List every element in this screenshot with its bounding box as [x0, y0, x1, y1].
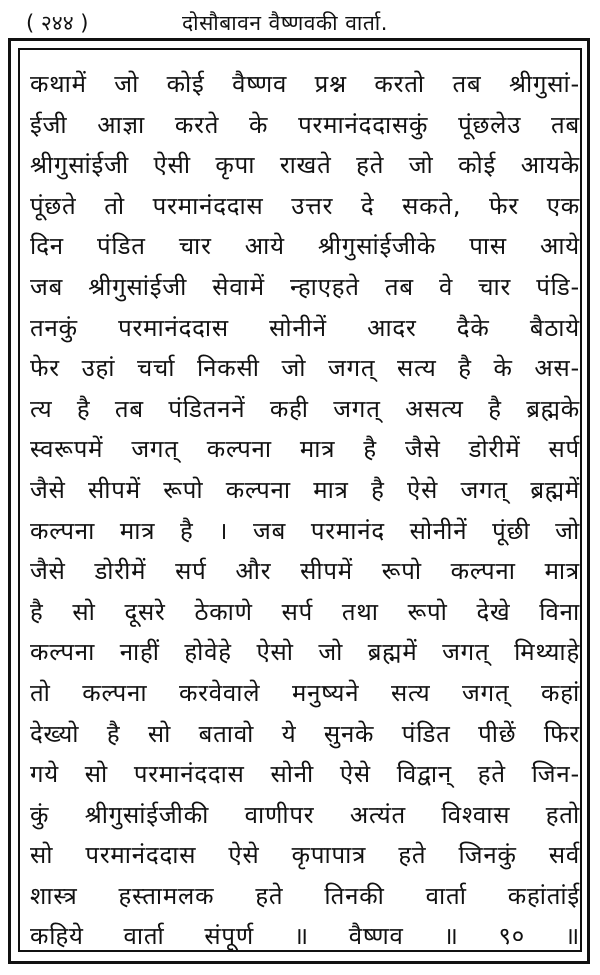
page-header	[14, 8, 586, 38]
text-line: स्वरूपमें जगत् कल्पना मात्र है जैसे डोरीमें सर्प	[30, 435, 580, 464]
running-title: दोसौबावन वैष्णवकी वार्ता.	[182, 11, 388, 35]
text-line: जैसे डोरीमें सर्प और सीपमें रूपो कल्पना मात्र	[30, 557, 580, 586]
text-line: फेर उहां चर्चा निकसी जो जगत् सत्य है के अस-	[30, 354, 580, 383]
page-number: ( २४४ )	[26, 11, 89, 35]
text-body	[30, 64, 580, 957]
text-line: गये सो परमानंददास सोनी ऐसे विद्वान् हते जिन-	[30, 760, 580, 789]
text-line: कल्पना नाहीं होवेहे ऐसो जो ब्रह्ममें जगत् मिथ्याहे	[30, 638, 580, 667]
text-line: जैसे सीपमें रूपो कल्पना मात्र है ऐसे जगत् ब्रह्ममें	[30, 475, 580, 504]
text-line: सो परमानंददास ऐसे कृपापात्र हते जिनकुं सर्व	[30, 841, 580, 870]
text-line: तनकुं परमानंददास सोनीनें आदर दैके बैठाये	[30, 313, 580, 342]
text-line: कल्पना मात्र है । जब परमानंद सोनीनें पूंछी जो	[30, 516, 580, 545]
text-line: कथामें जो कोई वैष्णव प्रश्न करतो तब श्रीगुसां-	[30, 70, 580, 98]
text-line: है सो दूसरे ठेकाणे सर्प तथा रूपो देखे विना	[30, 597, 580, 626]
text-line: तो कल्पना करवेवाले मनुष्यने सत्य जगत् कहां	[30, 678, 580, 707]
text-line: श्रीगुसांईजी ऐसी कृपा राखते हते जो कोई आयके	[30, 151, 580, 180]
text-line: देख्यो है सो बतावो ये सुनके पंडित पीछें फिर	[30, 719, 580, 748]
text-line: कुं श्रीगुसांईजीकी वाणीपर अत्यंत विश्वास हतो	[30, 800, 580, 829]
text-line: दिन पंडित चार आये श्रीगुसांईजीके पास आये	[30, 232, 580, 261]
text-line: ईजी आज्ञा करते के परमानंददासकुं पूंछलेउ तब	[30, 110, 580, 139]
text-line: जब श्रीगुसांईजी सेवामें न्हाएहते तब वे चार पंडि-	[30, 272, 580, 301]
text-line: त्य है तब पंडितननें कही जगत् असत्य है ब्रह्मके	[30, 394, 580, 423]
text-line: पूंछते तो परमानंददास उत्तर दे सकते, फेर एक	[30, 191, 580, 220]
text-line: कहिये वार्ता संपूर्ण ॥ वैष्णव ॥ ९० ॥	[30, 922, 580, 951]
text-line: शास्त्र हस्तामलक हते तिनकी वार्ता कहांतांई	[30, 881, 580, 910]
